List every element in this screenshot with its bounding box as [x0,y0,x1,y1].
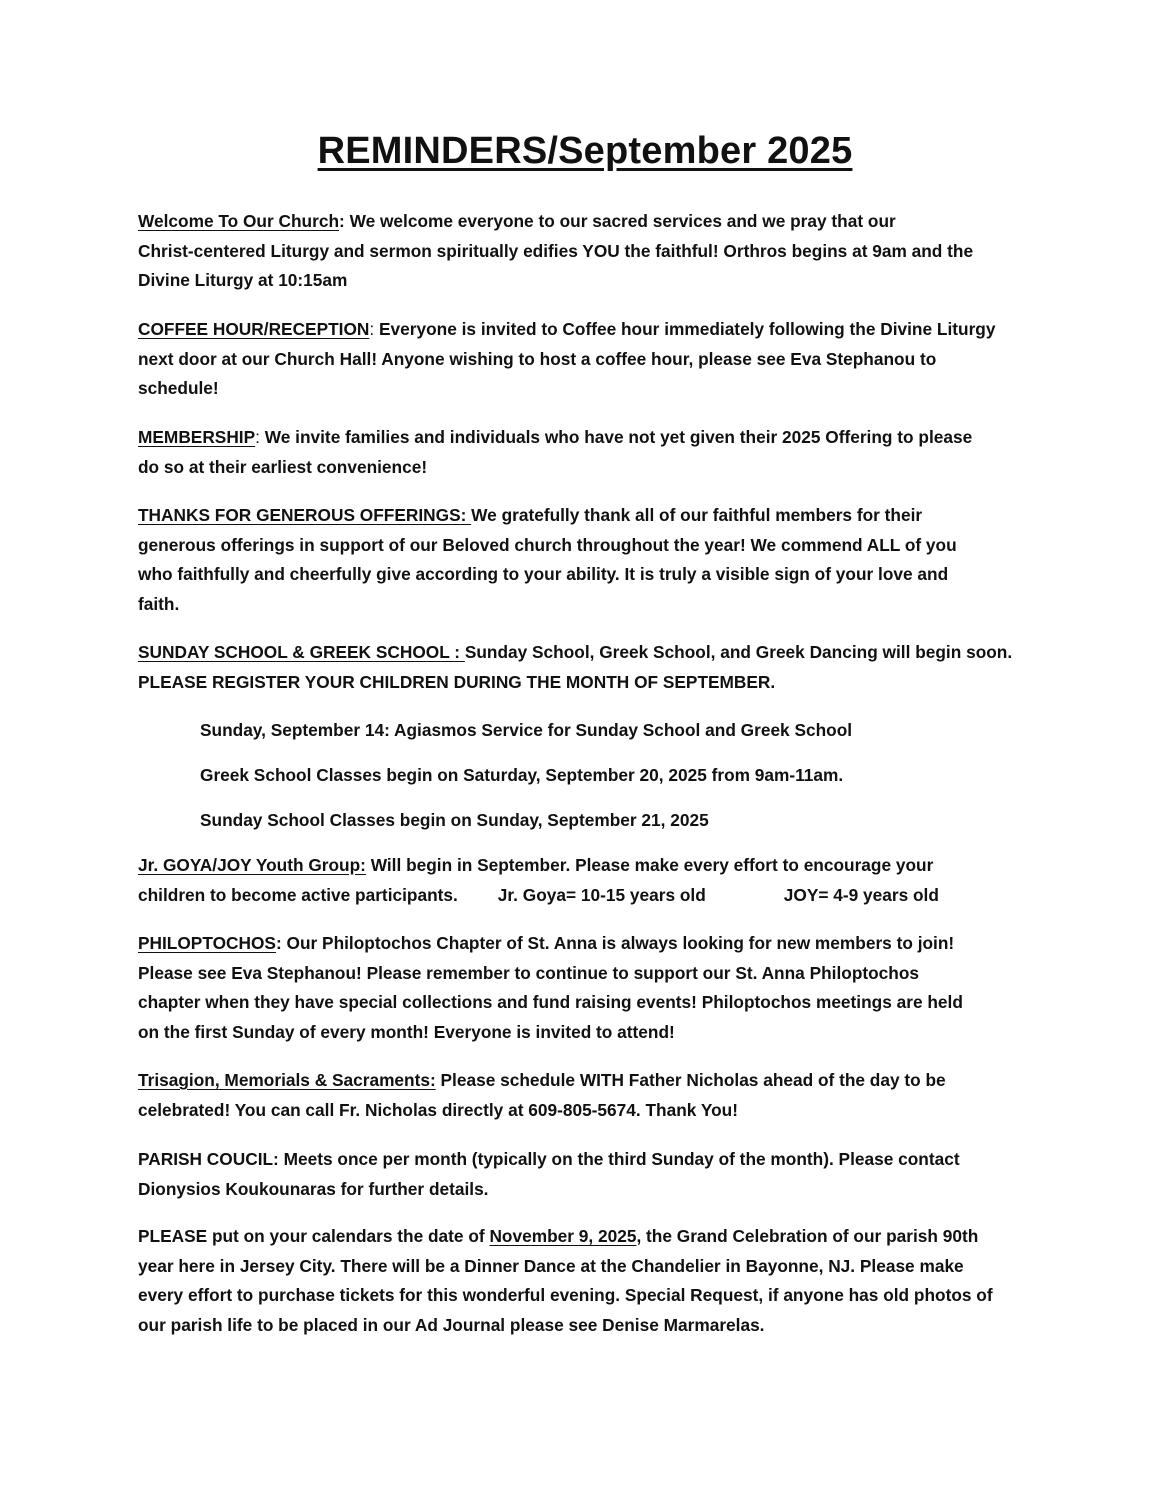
goya-age-jr: Jr. Goya= 10-15 years old [497,884,706,905]
membership-paragraph [138,423,1038,482]
celebration-line: , the Grand Celebration of our parish 90th [636,1226,979,1246]
thanks-paragraph [138,501,1038,619]
goya-paragraph [138,851,1038,910]
page-title: REMINDERS/September 2025 [317,130,853,172]
school-heading: SUNDAY SCHOOL & GREEK SCHOOL : [138,642,465,662]
thanks-line: generous offerings in support of our Beloved church throughout the year! We commend ALL of you [138,534,957,555]
council-paragraph [138,1145,1038,1204]
welcome-heading: Welcome To Our Church [138,211,339,231]
coffee-line: next door at our Church Hall! Anyone wishing to host a coffee hour, please see Eva Stephanou to [138,348,937,369]
coffee-sep: : [369,319,375,339]
philoptochos-line: Our Philoptochos Chapter of St. Anna is always looking for new members to join! [281,933,955,953]
celebration-line: year here in Jersey City. There will be a Dinner Dance at the Chandelier in Bayonne, NJ. Please make [138,1255,964,1276]
council-line: PARISH COUCIL: Meets once per month (typically on the third Sunday of the month). Please contact [138,1149,960,1169]
membership-heading: MEMBERSHIP [138,427,256,447]
welcome-line: Divine Liturgy at 10:15am [138,270,348,290]
thanks-line: We gratefully thank all of our faithful members for their [471,505,923,525]
celebration-line: every effort to purchase tickets for this wonderful evening. Special Request, if anyone has old photos of [138,1285,993,1305]
philoptochos-line: Please see Eva Stephanou! Please remember to continue to support our St. Anna Philoptochos [138,962,920,983]
goya-age-joy: JOY= 4-9 years old [783,884,939,905]
goya-line: Will begin in September. Please make every effort to encourage your [365,855,934,875]
school-paragraph [138,638,1038,697]
coffee-heading: COFFEE HOUR/RECEPTION [138,319,370,339]
school-item: Sunday, September 14: Agiasmos Service for Sunday School and Greek School [200,720,853,740]
philoptochos-sep: : [275,933,282,953]
school-line: PLEASE REGISTER YOUR CHILDREN DURING THE MONTH OF SEPTEMBER. [138,671,776,692]
welcome-sep: : [339,211,345,231]
thanks-line: who faithfully and cheerfully give according to your ability. It is truly a visible sign of your love and [138,564,949,584]
welcome-line: We welcome everyone to our sacred services and we pray that our [344,211,896,231]
coffee-paragraph [138,315,1038,404]
goya-line: children to become active participants. [138,884,458,905]
membership-line: We invite families and individuals who have not yet given their 2025 Offering to please [259,427,973,447]
philoptochos-line: chapter when they have special collections and fund raising events! Philoptochos meetings are held [138,992,963,1012]
coffee-line: Everyone is invited to Coffee hour immediately following the Divine Liturgy [374,319,996,339]
philoptochos-heading: PHILOPTOCHOS [138,933,276,953]
philoptochos-line: on the first Sunday of every month! Everyone is invited to attend! [138,1021,675,1042]
philoptochos-paragraph [138,929,1038,1047]
membership-sep: : [255,427,260,447]
thanks-heading: THANKS FOR GENEROUS OFFERINGS: [138,505,472,525]
welcome-paragraph [138,207,1038,296]
school-item: Sunday School Classes begin on Sunday, September 21, 2025 [200,810,709,830]
trisagion-line: celebrated! You can call Fr. Nicholas directly at 609-805-5674. Thank You! [138,1099,738,1120]
council-line: Dionysios Koukounaras for further details. [138,1178,489,1199]
celebration-date: November 9, 2025 [489,1226,637,1246]
trisagion-paragraph [138,1066,1038,1125]
trisagion-heading: Trisagion, Memorials & Sacraments: [138,1070,436,1090]
school-line: Sunday School, Greek School, and Greek Dancing will begin soon. [464,642,1013,662]
school-item: Greek School Classes begin on Saturday, September 20, 2025 from 9am-11am. [200,765,844,785]
membership-line: do so at their earliest convenience! [138,456,428,477]
coffee-line: schedule! [138,378,219,398]
celebration-line: our parish life to be placed in our Ad Journal please see Denise Marmarelas. [138,1314,765,1335]
celebration-prefix: PLEASE put on your calendars the date of [138,1226,490,1246]
goya-heading: Jr. GOYA/JOY Youth Group: [138,855,366,875]
welcome-line: Christ-centered Liturgy and sermon spiritually edifies YOU the faithful! Orthros begins at 9am and the [138,240,974,261]
thanks-line: faith. [138,593,180,614]
celebration-paragraph [138,1222,1038,1340]
trisagion-line: Please schedule WITH Father Nicholas ahead of the day to be [435,1070,946,1090]
